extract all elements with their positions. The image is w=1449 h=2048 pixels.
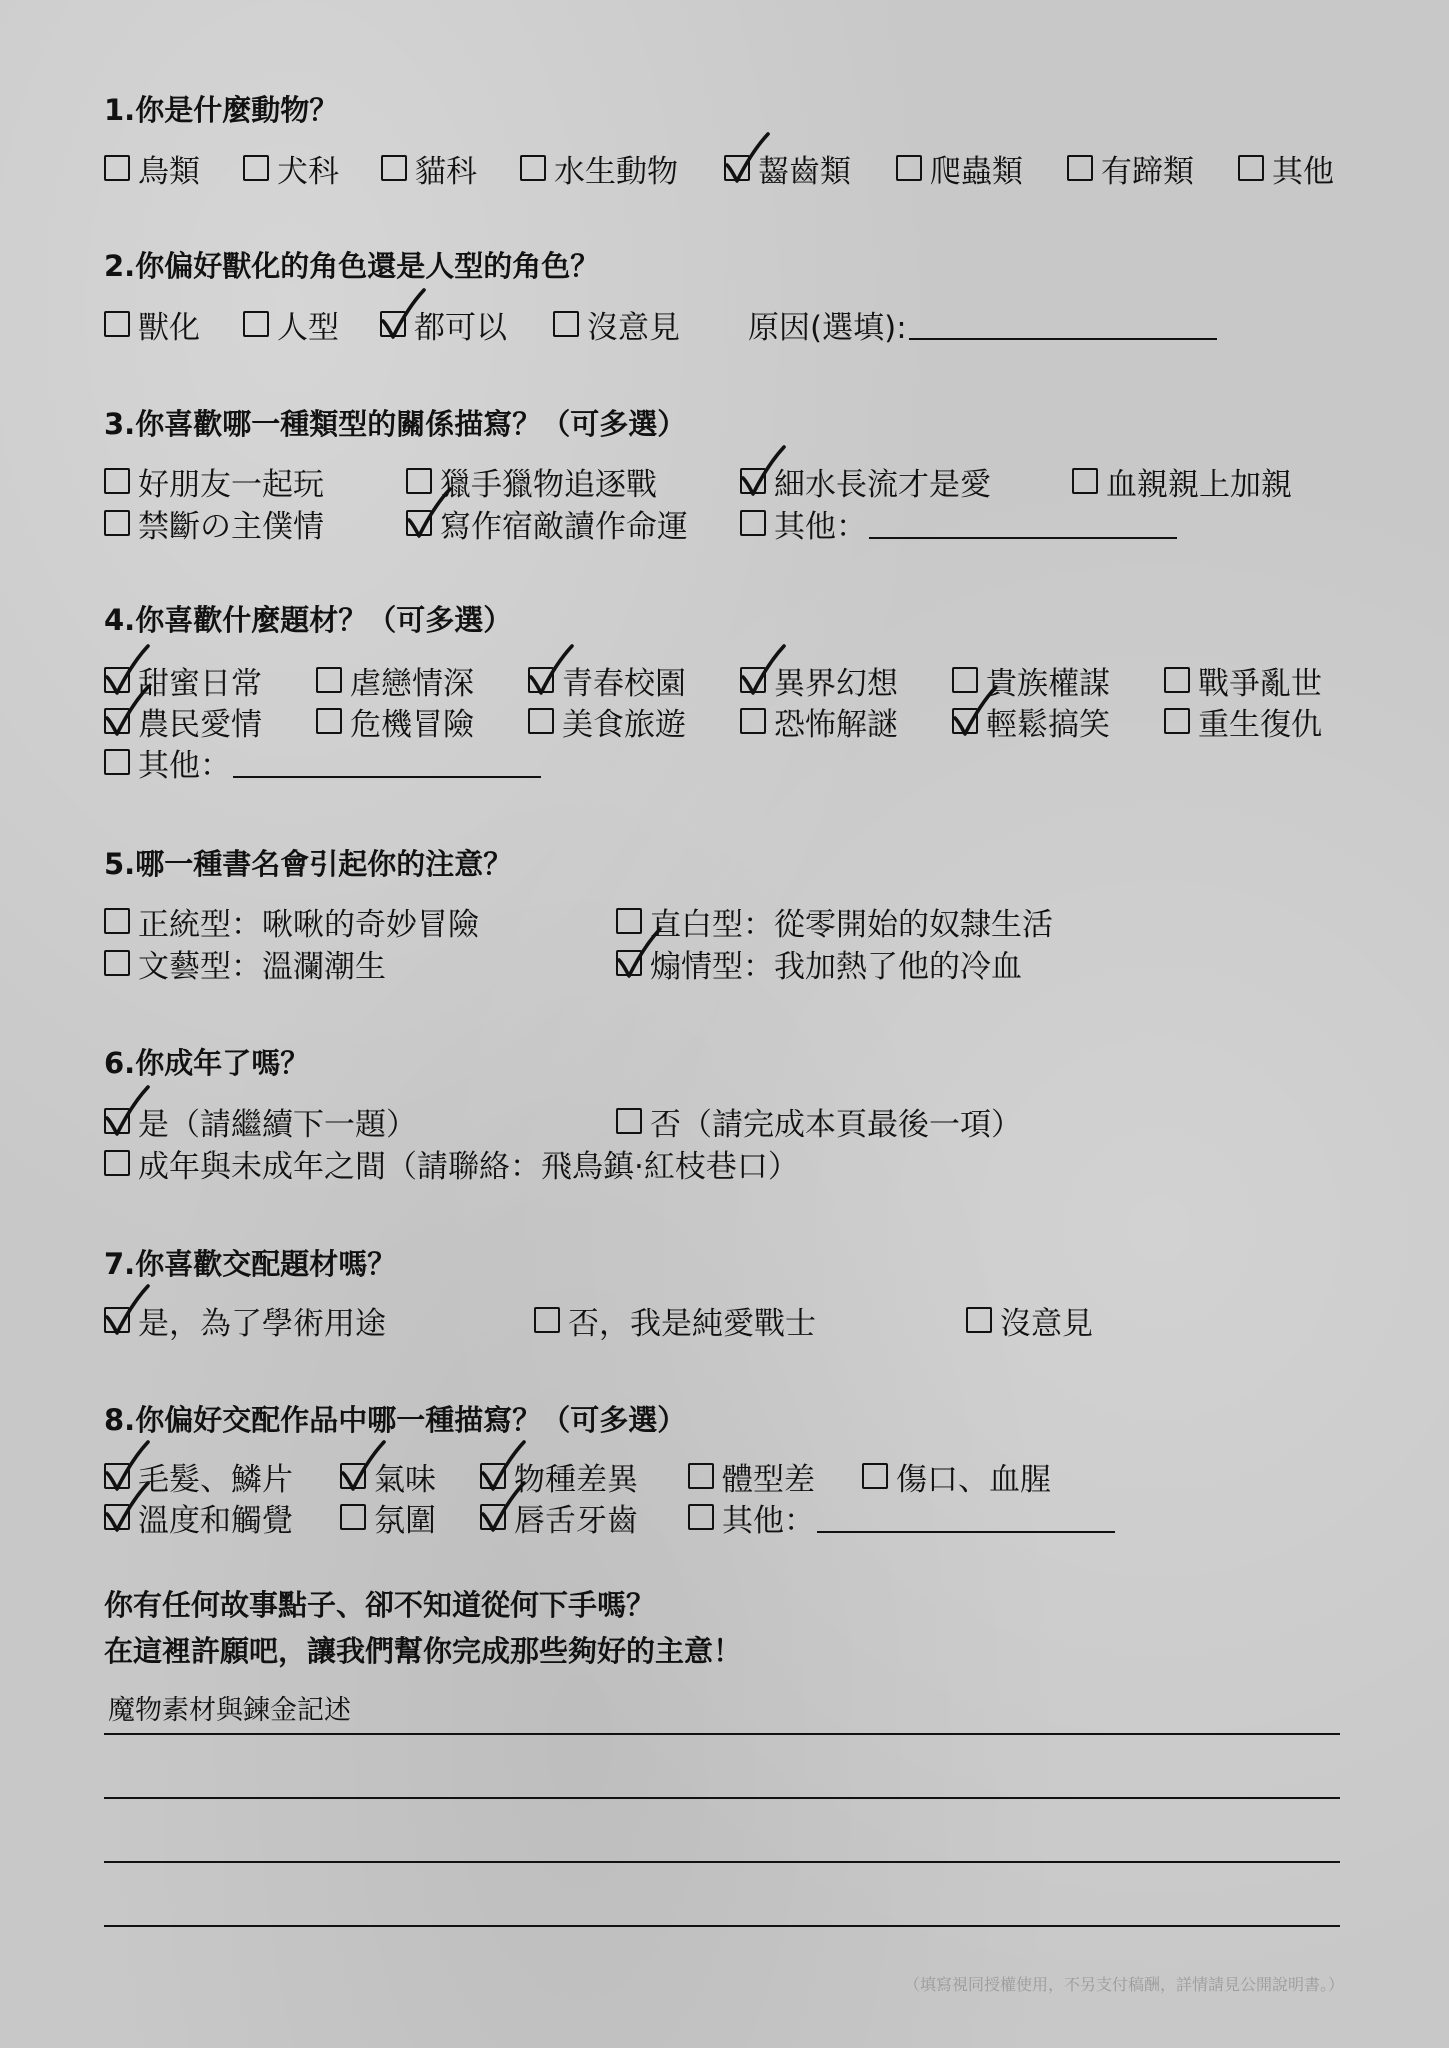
footer-note: （填寫視同授權使用，不另支付稿酬，詳情請見公開說明書。） bbox=[903, 1975, 1344, 1994]
q6-title: 6.你成年了嗎？ bbox=[104, 1046, 310, 1080]
q4-option[interactable]: 甜蜜日常 bbox=[104, 660, 262, 700]
checkbox[interactable] bbox=[740, 510, 766, 536]
q3-options-row1 bbox=[104, 461, 1344, 501]
q4-options-row3 bbox=[104, 742, 1344, 782]
q5-options-row1 bbox=[104, 901, 1344, 941]
q1-option[interactable]: 鳥類 bbox=[104, 148, 200, 188]
q8-options-row1 bbox=[104, 1456, 1344, 1496]
q4-option[interactable]: 貴族權謀 bbox=[952, 660, 1110, 700]
q3-title: 3.你喜歡哪一種類型的關係描寫？（可多選） bbox=[104, 407, 687, 441]
q4-options-row1 bbox=[104, 660, 1344, 700]
q2-option[interactable]: 獸化 bbox=[104, 304, 200, 344]
q1-options bbox=[104, 148, 1344, 188]
q4-option[interactable]: 異界幻想 bbox=[740, 660, 898, 700]
q5-options-row2 bbox=[104, 943, 1344, 983]
q1-option[interactable]: 爬蟲類 bbox=[896, 148, 1023, 188]
checkmark-icon bbox=[528, 643, 576, 695]
checkbox[interactable] bbox=[553, 311, 579, 337]
checkbox[interactable] bbox=[316, 708, 342, 734]
q2-option[interactable]: 人型 bbox=[243, 304, 339, 344]
checkbox[interactable] bbox=[104, 1108, 130, 1134]
checkmark-icon bbox=[480, 1480, 528, 1532]
checkmark-icon bbox=[406, 486, 454, 538]
other-input-line[interactable] bbox=[869, 507, 1177, 539]
reason-input-line[interactable] bbox=[909, 308, 1217, 340]
q3-option[interactable]: 其他： bbox=[740, 503, 1177, 543]
wish-answer: 魔物素材與鍊金記述 bbox=[108, 1695, 351, 1726]
checkbox[interactable] bbox=[1072, 468, 1098, 494]
q8-option[interactable]: 體型差 bbox=[688, 1456, 815, 1496]
checkbox[interactable] bbox=[380, 311, 406, 337]
q8-option[interactable]: 傷口、血腥 bbox=[862, 1456, 1051, 1496]
checkbox[interactable] bbox=[104, 155, 130, 181]
checkmark-icon bbox=[380, 287, 428, 339]
checkbox[interactable] bbox=[381, 155, 407, 181]
q8-options-row2 bbox=[104, 1497, 1344, 1537]
checkbox[interactable] bbox=[688, 1463, 714, 1489]
q4-option[interactable]: 輕鬆搞笑 bbox=[952, 701, 1110, 741]
checkbox[interactable] bbox=[740, 468, 766, 494]
writing-line[interactable] bbox=[104, 1733, 1340, 1735]
checkbox[interactable] bbox=[104, 708, 130, 734]
checkbox[interactable] bbox=[528, 708, 554, 734]
q4-title: 4.你喜歡什麼題材？（可多選） bbox=[104, 603, 513, 637]
checkbox[interactable] bbox=[740, 667, 766, 693]
q6-options-row2 bbox=[104, 1143, 1344, 1183]
checkmark-icon bbox=[104, 1283, 152, 1335]
q3-options-row2 bbox=[104, 503, 1344, 543]
q3-option[interactable]: 禁斷の主僕情 bbox=[104, 503, 324, 543]
writing-line[interactable] bbox=[104, 1861, 1340, 1863]
checkmark-icon bbox=[104, 1084, 152, 1136]
checkbox[interactable] bbox=[896, 155, 922, 181]
checkbox[interactable] bbox=[243, 155, 269, 181]
checkmark-icon bbox=[952, 684, 1000, 736]
checkbox[interactable] bbox=[104, 311, 130, 337]
checkmark-icon bbox=[724, 131, 772, 183]
q5-option[interactable]: 煽情型：我加熱了他的冷血 bbox=[616, 943, 1022, 983]
q8-option[interactable]: 溫度和觸覺 bbox=[104, 1497, 293, 1537]
checkbox[interactable] bbox=[104, 468, 130, 494]
q5-option[interactable]: 文藝型：溫瀾潮生 bbox=[104, 943, 386, 983]
checkmark-icon bbox=[104, 1480, 152, 1532]
checkbox[interactable] bbox=[104, 1504, 130, 1530]
q2-option[interactable]: 沒意見 bbox=[553, 304, 680, 344]
q3-option[interactable]: 細水長流才是愛 bbox=[740, 461, 991, 501]
q4-option[interactable]: 重生復仇 bbox=[1164, 701, 1322, 741]
checkbox[interactable] bbox=[520, 155, 546, 181]
checkbox[interactable] bbox=[104, 749, 130, 775]
checkbox[interactable] bbox=[616, 1108, 642, 1134]
checkbox[interactable] bbox=[406, 510, 432, 536]
q5-title: 5.哪一種書名會引起你的注意？ bbox=[104, 847, 513, 881]
q3-option[interactable]: 血親親上加親 bbox=[1072, 461, 1292, 501]
checkmark-icon bbox=[616, 926, 664, 978]
writing-line[interactable] bbox=[104, 1925, 1340, 1927]
q2-option[interactable]: 都可以 bbox=[380, 304, 507, 344]
other-input-line[interactable] bbox=[233, 746, 541, 778]
q6-options-row1 bbox=[104, 1101, 1344, 1141]
checkbox[interactable] bbox=[243, 311, 269, 337]
q3-option[interactable]: 獵手獵物追逐戰 bbox=[406, 461, 657, 501]
q8-option[interactable]: 其他： bbox=[688, 1497, 1115, 1537]
checkbox[interactable] bbox=[1164, 708, 1190, 734]
writing-line[interactable] bbox=[104, 1797, 1340, 1799]
checkbox[interactable] bbox=[340, 1504, 366, 1530]
q2-reason: 原因(選填): bbox=[748, 304, 1217, 344]
checkmark-icon bbox=[740, 444, 788, 496]
q5-option[interactable]: 直白型：從零開始的奴隸生活 bbox=[616, 901, 1053, 941]
q1-title: 1.你是什麼動物？ bbox=[104, 93, 339, 127]
checkbox[interactable] bbox=[1164, 667, 1190, 693]
q8-option[interactable]: 唇舌牙齒 bbox=[480, 1497, 638, 1537]
q4-option[interactable]: 虐戀情深 bbox=[316, 660, 474, 700]
checkbox[interactable] bbox=[104, 1307, 130, 1333]
checkbox[interactable] bbox=[1238, 155, 1264, 181]
q8-title: 8.你偏好交配作品中哪一種描寫？（可多選） bbox=[104, 1403, 687, 1437]
q1-option[interactable]: 水生動物 bbox=[520, 148, 678, 188]
checkbox[interactable] bbox=[104, 510, 130, 536]
checkbox[interactable] bbox=[340, 1463, 366, 1489]
other-input-line[interactable] bbox=[817, 1501, 1115, 1533]
checkmark-icon bbox=[104, 684, 152, 736]
q1-option[interactable]: 齧齒類 bbox=[724, 148, 851, 188]
q4-option[interactable]: 其他： bbox=[104, 742, 541, 782]
q6-option[interactable]: 是（請繼續下一題） bbox=[104, 1101, 417, 1141]
q7-option[interactable]: 是，為了學術用途 bbox=[104, 1300, 386, 1340]
checkbox[interactable] bbox=[104, 908, 130, 934]
checkbox[interactable] bbox=[862, 1463, 888, 1489]
checkbox[interactable] bbox=[104, 1150, 130, 1176]
q1-option[interactable]: 犬科 bbox=[243, 148, 339, 188]
q5-option[interactable]: 正統型：啾啾的奇妙冒險 bbox=[104, 901, 479, 941]
q8-option[interactable]: 氣味 bbox=[340, 1456, 436, 1496]
checkbox[interactable] bbox=[688, 1504, 714, 1530]
q2-options bbox=[104, 304, 1344, 344]
q2-title: 2.你偏好獸化的角色還是人型的角色？ bbox=[104, 249, 600, 283]
checkbox[interactable] bbox=[966, 1307, 992, 1333]
checkbox[interactable] bbox=[104, 950, 130, 976]
q4-option[interactable]: 危機冒險 bbox=[316, 701, 474, 741]
q7-option[interactable]: 沒意見 bbox=[966, 1300, 1093, 1340]
checkmark-icon bbox=[740, 643, 788, 695]
q8-option[interactable]: 物種差異 bbox=[480, 1456, 638, 1496]
q3-option[interactable]: 好朋友一起玩 bbox=[104, 461, 324, 501]
q4-option[interactable]: 恐怖解謎 bbox=[740, 701, 898, 741]
q1-option[interactable]: 有蹄類 bbox=[1067, 148, 1194, 188]
q7-option[interactable]: 否，我是純愛戰士 bbox=[534, 1300, 816, 1340]
q6-option[interactable]: 否（請完成本頁最後一項） bbox=[616, 1101, 1022, 1141]
checkbox[interactable] bbox=[724, 155, 750, 181]
checkbox[interactable] bbox=[952, 708, 978, 734]
wish-line1: 你有任何故事點子、卻不知道從何下手嗎？ bbox=[104, 1588, 656, 1622]
q1-option[interactable]: 其他 bbox=[1238, 148, 1334, 188]
checkbox[interactable] bbox=[534, 1307, 560, 1333]
checkmark-icon bbox=[340, 1439, 388, 1491]
checkbox[interactable] bbox=[480, 1504, 506, 1530]
q4-option[interactable]: 農民愛情 bbox=[104, 701, 262, 741]
checkbox[interactable] bbox=[528, 667, 554, 693]
q6-option[interactable]: 成年與未成年之間（請聯絡：飛鳥鎮·紅枝巷口） bbox=[104, 1143, 799, 1183]
checkbox[interactable] bbox=[1067, 155, 1093, 181]
q7-title: 7.你喜歡交配題材嗎？ bbox=[104, 1247, 397, 1281]
q8-option[interactable]: 氛圍 bbox=[340, 1497, 436, 1537]
q3-option[interactable]: 寫作宿敵讀作命運 bbox=[406, 503, 688, 543]
q7-options bbox=[104, 1300, 1344, 1340]
checkbox[interactable] bbox=[740, 708, 766, 734]
q4-options-row2 bbox=[104, 701, 1344, 741]
q4-option[interactable]: 美食旅遊 bbox=[528, 701, 686, 741]
q1-option[interactable]: 貓科 bbox=[381, 148, 477, 188]
wish-line2: 在這裡許願吧，讓我們幫你完成那些夠好的主意！ bbox=[104, 1634, 743, 1668]
q4-option[interactable]: 戰爭亂世 bbox=[1164, 660, 1322, 700]
checkbox[interactable] bbox=[616, 950, 642, 976]
q4-option[interactable]: 青春校園 bbox=[528, 660, 686, 700]
checkbox[interactable] bbox=[316, 667, 342, 693]
q8-option[interactable]: 毛髮、鱗片 bbox=[104, 1456, 293, 1496]
